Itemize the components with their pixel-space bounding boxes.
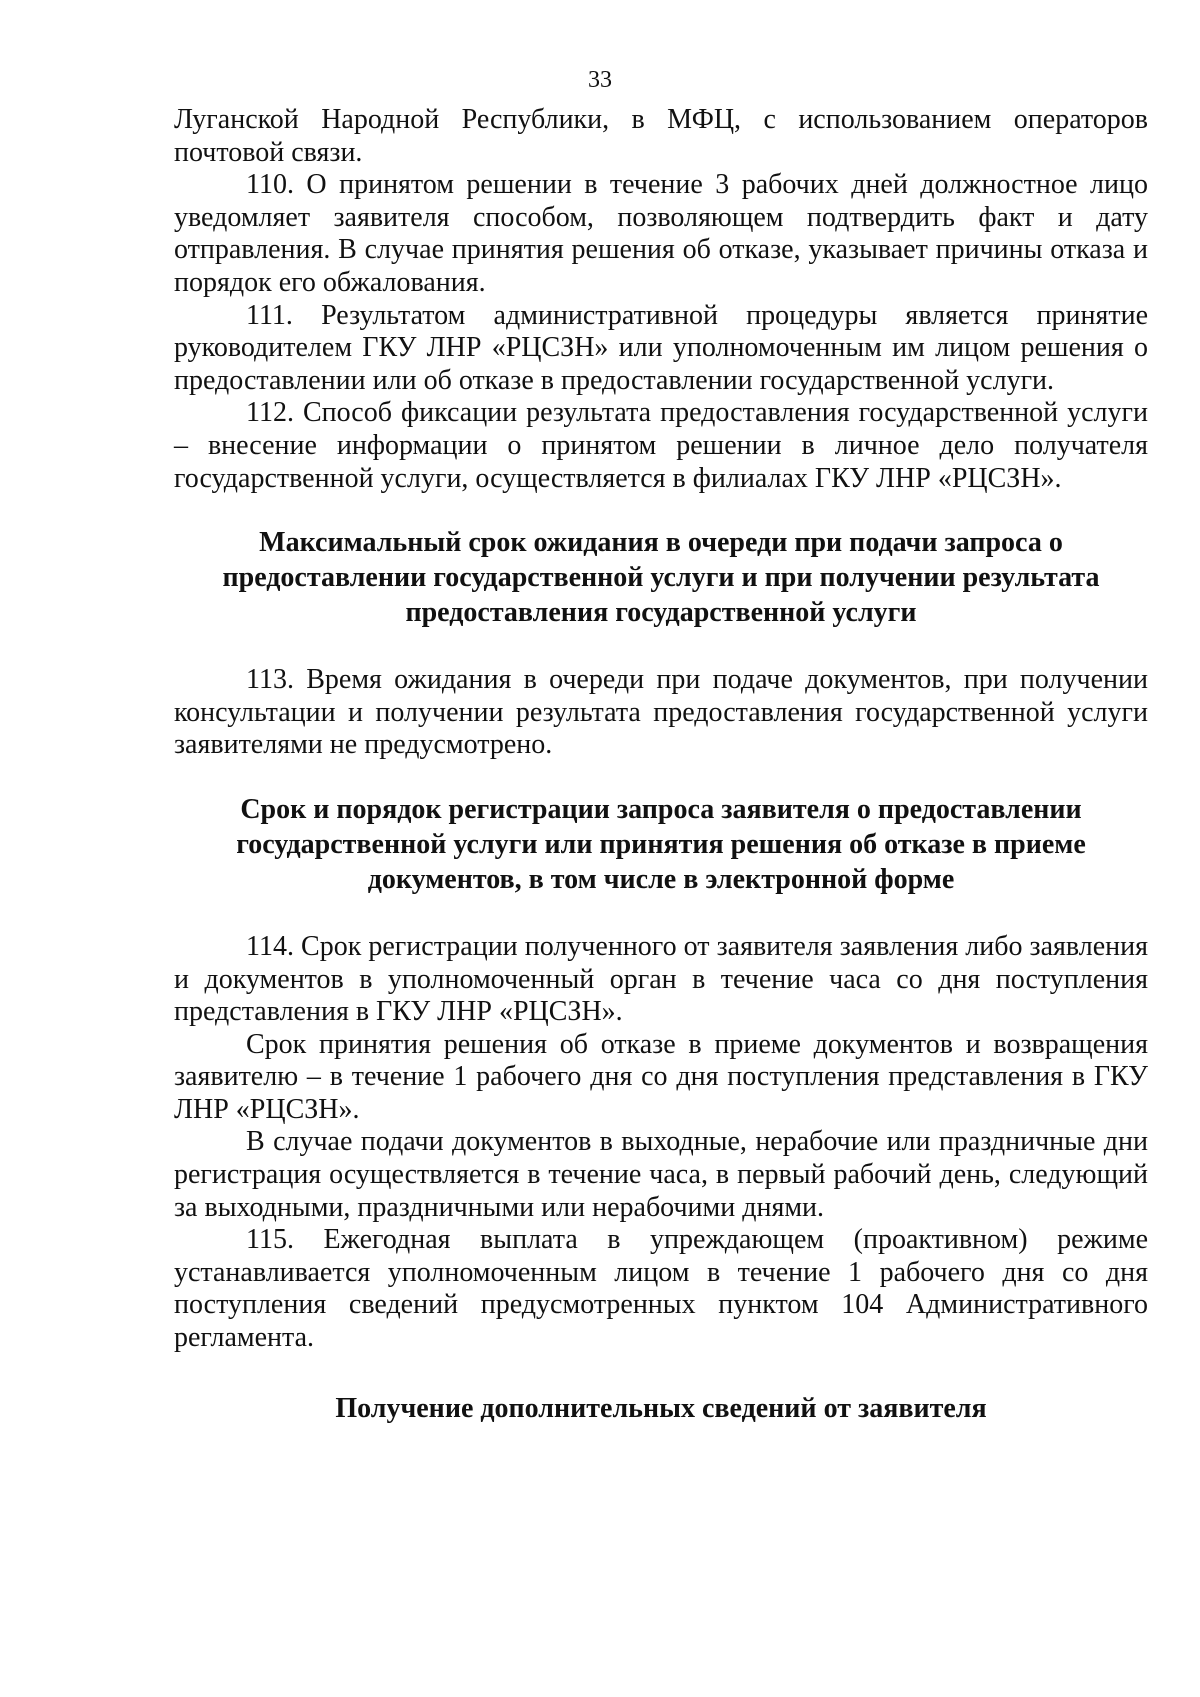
heading-line: Получение дополнительных сведений от заявителя (335, 1392, 987, 1424)
heading-line: предоставлении государственной услуги и при получении результата (222, 562, 1100, 594)
heading-line: государственной услуги или принятия решения об отказе в приеме (236, 828, 1086, 860)
paragraph-114-refusal-term: Срок принятия решения об отказе в приеме документов и возвращения заявителю – в течение 1 рабочего дня со дня поступления представления в ГКУ ЛНР «РЦСЗН». (174, 1028, 1148, 1125)
section-heading-additional-info (174, 1391, 1148, 1426)
paragraph-111: 111. Результатом административной процедуры является принятие руководителем ГКУ ЛНР «РЦСЗН» или уполномоченным им лицом решения о предоставлении или об отказе в предоставлении государственной услуги. (174, 299, 1148, 396)
section-heading-registration (174, 792, 1148, 897)
heading-line: Максимальный срок ожидания в очереди при подачи запроса о (259, 527, 1063, 559)
paragraph-110: 110. О принятом решении в течение 3 рабочих дней должностное лицо уведомляет заявителя способом, позволяющем подтвердить факт и дату отправления. В случае принятия решения об отказе, указывает причины отказа и порядок его обжалования. (174, 169, 1148, 298)
paragraph-114: 114. Срок регистрации полученного от заявителя заявления либо заявления и документов в уполномоченный орган в течение часа со дня поступления представления в ГКУ ЛНР «РЦСЗН». (174, 930, 1148, 1028)
paragraph-115: 115. Ежегодная выплата в упреждающем (проактивном) режиме устанавливается уполномоченным лицом в течение 1 рабочего дня со дня поступления сведений предусмотренных пунктом 104 Административного регламента. (174, 1224, 1148, 1354)
heading-line: Срок и порядок регистрации запроса заявителя о предоставлении (240, 793, 1082, 825)
heading-line: предоставления государственной услуги (405, 597, 917, 629)
paragraph-continuation: Луганской Народной Республики, в МФЦ, с использованием операторов почтовой связи. (174, 104, 1148, 168)
paragraph-113: 113. Время ожидания в очереди при подаче документов, при получении консультации и получении результата предоставления государственной услуги заявителями не предусмотрено. (174, 664, 1148, 761)
paragraph-112: 112. Способ фиксации результата предоставления государственной услуги – внесение информации о принятом решении в личное дело получателя государственной услуги, осуществляется в филиалах ГКУ ЛНР «РЦСЗН». (174, 397, 1148, 494)
heading-line: документов, в том числе в электронной форме (367, 863, 955, 895)
document-body (174, 104, 1148, 1426)
page-number: 33 (588, 67, 612, 93)
section-heading-queue-waiting (174, 525, 1148, 630)
paragraph-114-holidays: В случае подачи документов в выходные, нерабочие или праздничные дни регистрация осуществляется в течение часа, в первый рабочий день, следующий за выходными, праздничными или нерабочими днями. (174, 1126, 1148, 1223)
